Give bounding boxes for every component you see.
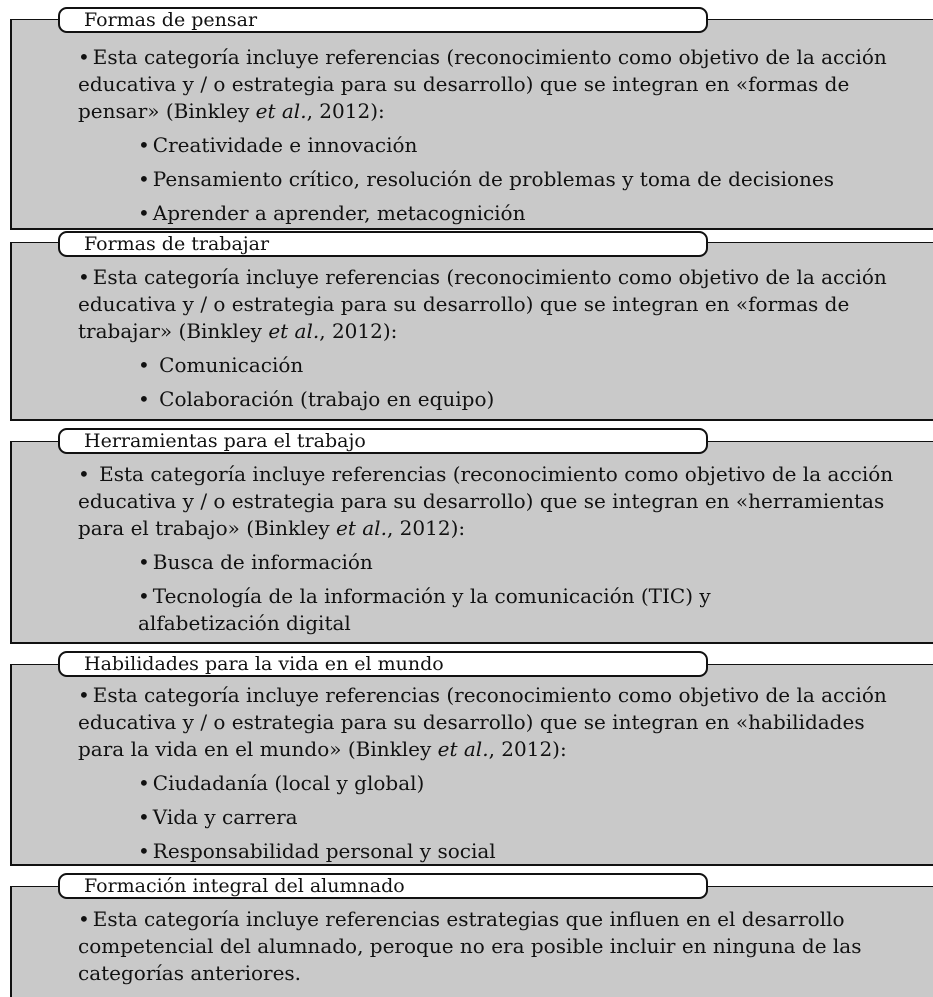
category-body (78, 264, 913, 413)
category-body (78, 44, 913, 227)
category-body (78, 461, 913, 637)
subcategory-list (78, 132, 913, 227)
category-title: Formas de pensar (58, 7, 708, 33)
category-title: Habilidades para la vida en el mundo (58, 651, 708, 677)
category-description: • Esta categoría incluye referencias estrategias que influen en el desarrollo competencial del alumnado, peroque no era posible incluir en ninguna de las categorías anteriores. (78, 907, 862, 985)
list-item: • Pensamiento crítico, resolución de problemas y toma de decisiones (138, 167, 835, 191)
category-block-habilidades-para-la-vida (0, 644, 933, 866)
bullet-icon: • (138, 387, 150, 411)
category-title: Formas de trabajar (58, 231, 708, 257)
list-item: • Ciudadanía (local y global) (138, 771, 425, 795)
category-block-formacion-integral (0, 866, 933, 997)
bullet-icon: • (138, 805, 150, 829)
bullet-icon: • (138, 167, 150, 191)
bullet-icon: • (138, 353, 150, 377)
list-item: • Creatividade e innovación (138, 133, 418, 157)
bullet-icon: • (138, 839, 150, 863)
category-description: • Esta categoría incluye referencias (reconocimiento como objetivo de la acción educativa y / o estrategia para su desarrollo) que se integran en «formas de pensar» (Binkley et al., 2012): (78, 45, 887, 123)
category-description: • Esta categoría incluye referencias (reconocimiento como objetivo de la acción educativa y / o estrategia para su desarrollo) que se integran en «habilidades para la vida en el mundo» (Binkley et al., 2012): (78, 683, 887, 761)
category-body (78, 906, 913, 987)
category-title: Formación integral del alumnado (58, 873, 708, 899)
bullet-icon: • (78, 45, 90, 69)
subcategory-list (78, 352, 913, 413)
category-title: Herramientas para el trabajo (58, 428, 708, 454)
bullet-icon: • (78, 683, 90, 707)
bullet-icon: • (138, 133, 150, 157)
category-body (78, 682, 913, 865)
list-item: • Responsabilidad personal y social (138, 839, 496, 863)
category-block-formas-de-pensar (0, 0, 933, 232)
list-item: • Comunicación (138, 353, 304, 377)
category-description: • Esta categoría incluye referencias (reconocimiento como objetivo de la acción educativa y / o estrategia para su desarrollo) que se integran en «herramientas para el trabajo» (Binkley et al., 2012): (78, 462, 894, 540)
list-item: • Colaboración (trabajo en equipo) (138, 387, 495, 411)
list-item: • Busca de información (138, 550, 373, 574)
bullet-icon: • (78, 462, 90, 486)
subcategory-list (78, 770, 913, 865)
bullet-icon: • (138, 771, 150, 795)
category-block-herramientas-para-el-trabajo (0, 422, 933, 644)
category-block-formas-de-trabajar (0, 232, 933, 422)
list-item: • Vida y carrera (138, 805, 298, 829)
bullet-icon: • (138, 201, 150, 225)
list-item: • Tecnología de la información y la comunicación (TIC) y alfabetización digital (138, 584, 711, 635)
bullet-icon: • (78, 265, 90, 289)
bullet-icon: • (138, 584, 150, 608)
category-description: • Esta categoría incluye referencias (reconocimiento como objetivo de la acción educativa y / o estrategia para su desarrollo) que se integran en «formas de trabajar» (Binkley et al., 2012): (78, 265, 887, 343)
bullet-icon: • (138, 550, 150, 574)
bullet-icon: • (78, 907, 90, 931)
subcategory-list (78, 549, 913, 637)
list-item: • Aprender a aprender, metacognición (138, 201, 526, 225)
